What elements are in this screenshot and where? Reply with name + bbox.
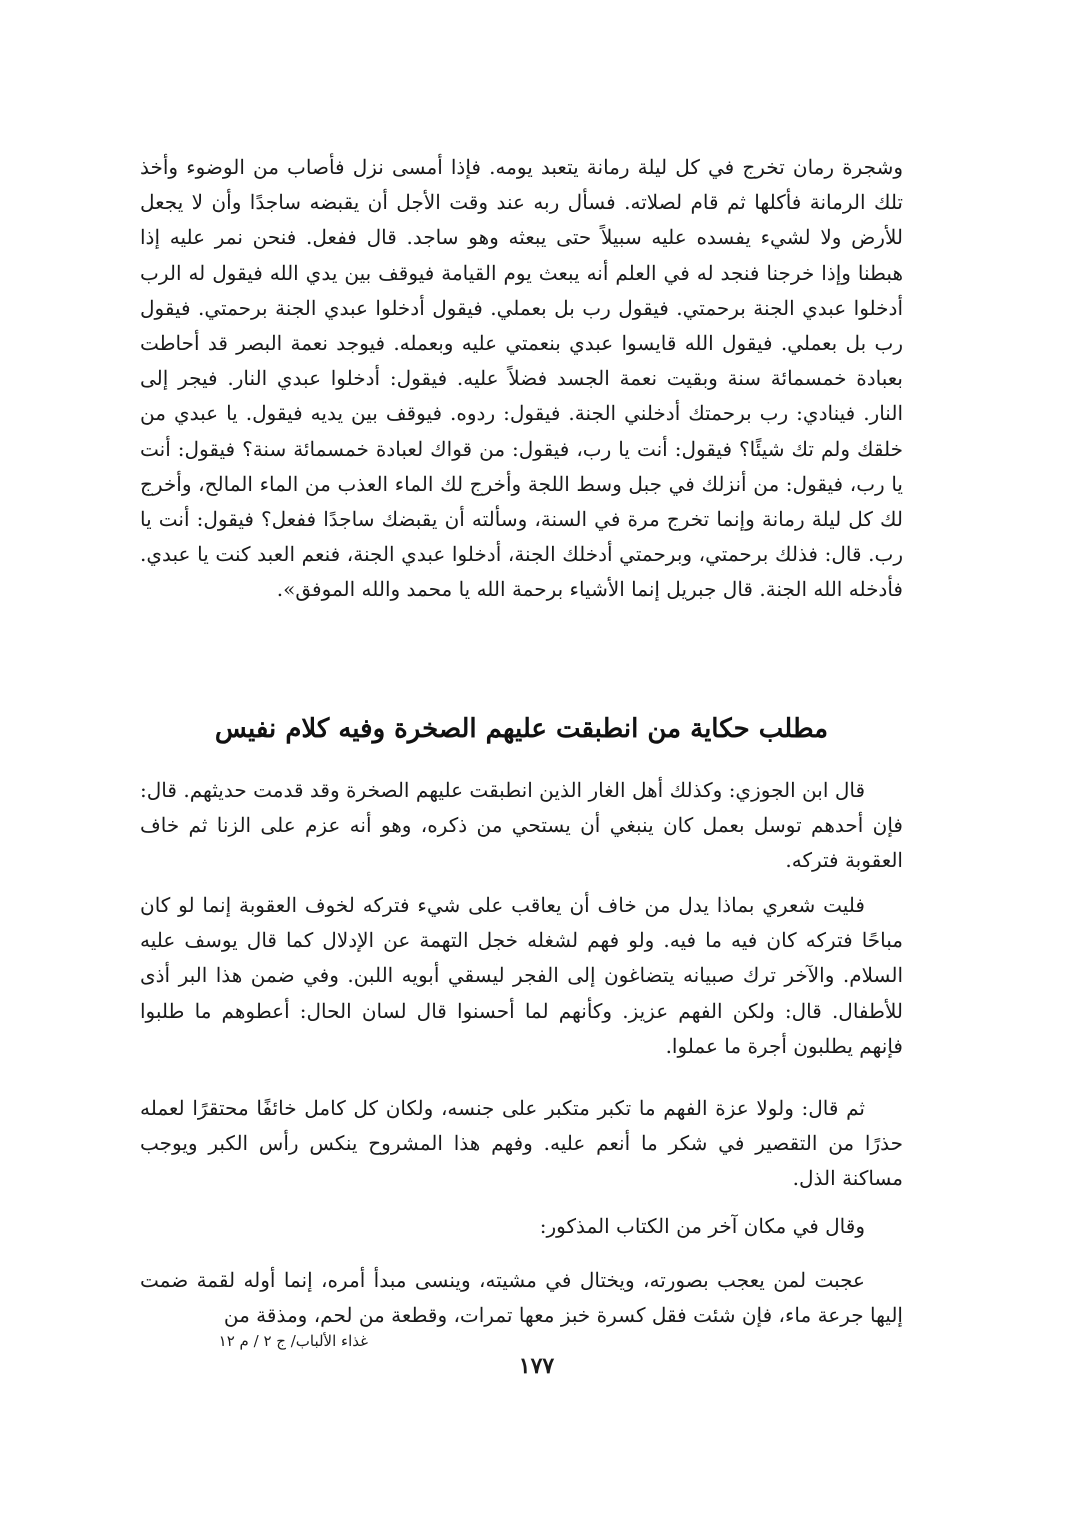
page-number: ١٧٧	[518, 1353, 555, 1379]
section-heading: مطلب حكاية من انطبقت عليهم الصخرة وفيه كلام نفيس	[214, 714, 829, 744]
paragraph-fahm: ثم قال: ولولا عزة الفهم ما تكبر متكبر على جنسه، ولكان كل كامل خائفًا محتقرًا لعمله حذرًا من التقصير في شكر ما أنعم عليه. وفهم هذا المشروح ينكس رأس الكبر ويوجب مساكنة الذل.	[140, 1096, 903, 1191]
paragraph-ibn-jawzi: قال ابن الجوزي: وكذلك أهل الغار الذين انطبقت عليهم الصخرة وقد قدمت حديثهم. قال: فإن أحدهم توسل بعمل كان ينبغي أن يستحي من ذكره، وهو أنه عزم على الزنا ثم خاف العقوبة فتركه.	[140, 778, 903, 873]
paragraph-commentary: فليت شعري بماذا يدل من خاف أن يعاقب على شيء فتركه لخوف العقوبة إنما لو كان مباحًا فتركه كان فيه ما فيه. ولو فهم لشغله خجل التهمة عن الإدلال كما قال يوسف عليه السلام. والآخر ترك صبيانه يتضاغون إلى الفجر ليسقي أبويه اللبن. وفي ضمن هذا البر أذى للأطفال. قال: ولكن الفهم عزيز. وكأنهم لما أحسنوا قال لسان الحال: أعطوهم ما طلبوا فإنهم يطلبون أجرة ما عملوا.	[140, 893, 904, 1058]
paragraph-opening: وشجرة رمان تخرج في كل ليلة رمانة يتعبد يومه. فإذا أمسى نزل فأصاب من الوضوء وأخذ تلك الرمانة فأكلها ثم قام لصلاته. فسأل ربه عند وقت الأجل أن يقبضه ساجدًا وأن لا يجعل للأرض ولا لشيء يفسده عليه سبيلاً حتى يبعثه وهو ساجد. قال ففعل. فنحن نمر عليه إذا هبطنا وإذا خرجنا فنجد له في العلم أنه يبعث يوم القيامة فيوقف بين يدي الله فيقول له الرب أدخلوا عبدي الجنة برحمتي. فيقول رب بل بعملي. فيقول أدخلوا عبدي الجنة برحمتي. فيقول رب بل بعملي. فيقول الله قايسوا عبدي بنعمتي عليه وبعمله. فيوجد نعمة البصر قد أحاطت بعبادة خمسمائة سنة وبقيت نعمة الجسد فضلاً عليه. فيقول: أدخلوا عبدي النار. فيجر إلى النار. فينادي: رب برحمتك أدخلني الجنة. فيقول: ردوه. فيوقف بين يديه فيقول. يا عبدي من خلقك ولم تك شيئًا؟ فيقول: أنت يا رب، فيقول: من قواك لعبادة خمسمائة سنة؟ فيقول: أنت يا رب، فيقول: من أنزلك في جبل وسط اللجة وأخرج لك الماء العذب من الماء المالح، وأخرج لك كل ليلة رمانة وإنما تخرج مرة في السنة، وسألته أن يقبضك ساجدًا ففعل؟ فيقول: أنت يا رب. قال: فذلك برحمتي، وبرحمتي أدخلك الجنة، أدخلوا عبدي الجنة، فنعم العبد كنت يا عبدي. فأدخله الله الجنة. قال جبريل إنما الأشياء برحمة الله يا محمد والله الموفق».	[140, 155, 903, 602]
paragraph-wonder: عجبت لمن يعجب بصورته، ويختال في مشيته، وينسى مبدأ أمره، إنما أوله لقمة ضمت إليها جرعة ماء، فإن شئت فقل كسرة خبز معها تمرات، وقطعة من لحم، ومذقة من	[140, 1268, 903, 1328]
footer-signature: غذاء الألباب/ ج ٢ / م ١٢	[218, 1332, 368, 1350]
paragraph-another-place: وقال في مكان آخر من الكتاب المذكور:	[539, 1214, 865, 1238]
